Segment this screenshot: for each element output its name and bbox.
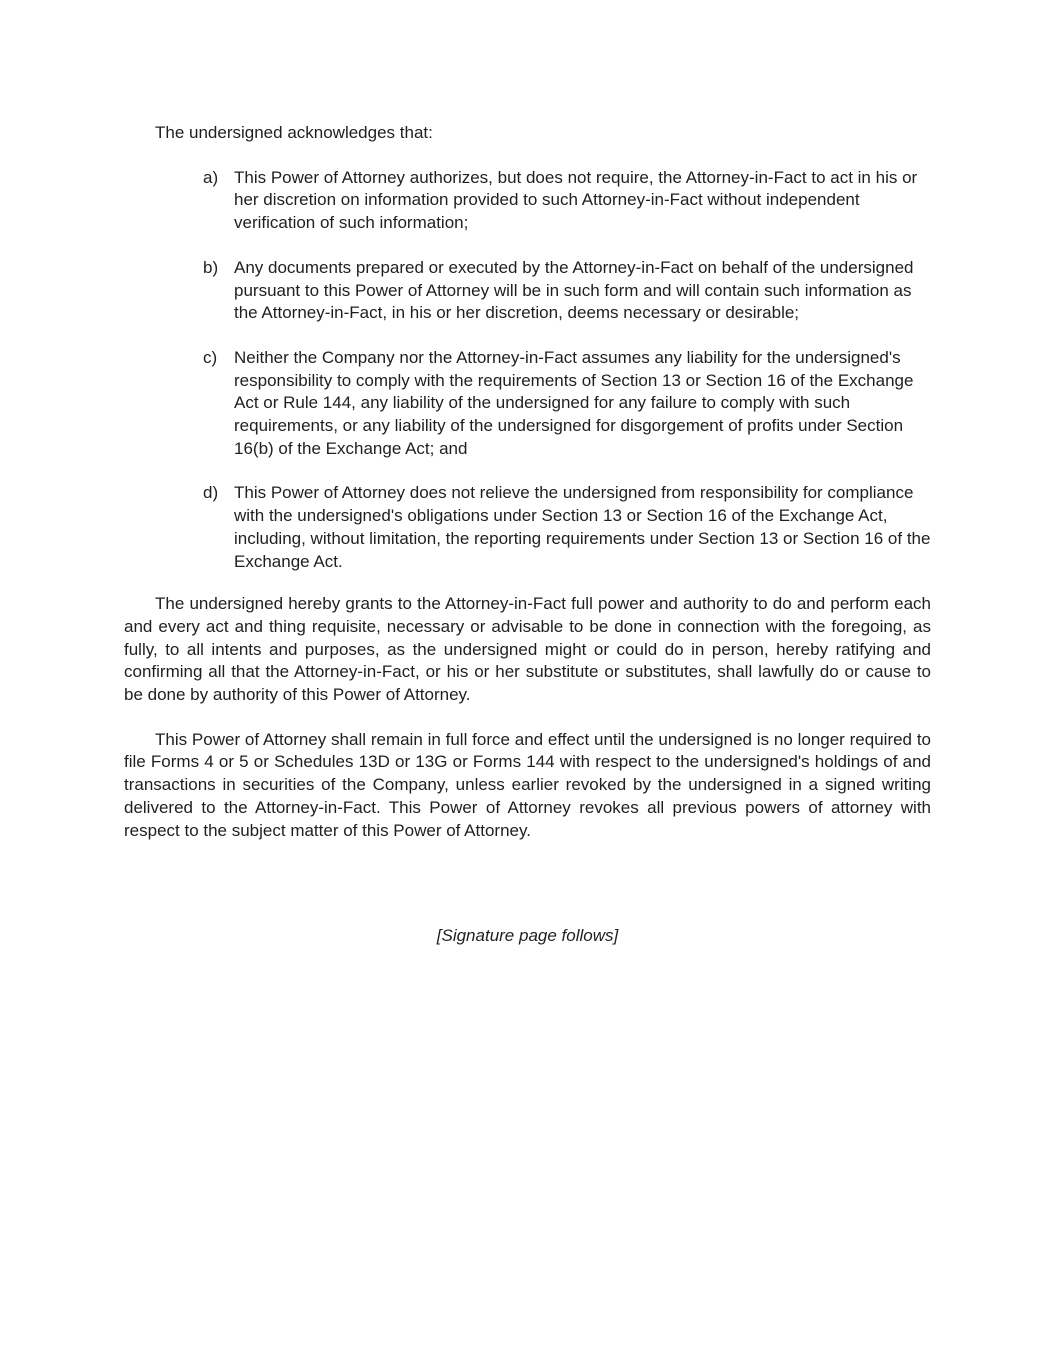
grant-paragraph: The undersigned hereby grants to the Attorney-in-Fact full power and authority to do and perform each and every act and thing requisite, necessary or advisable to be done in connection with the foregoing, as fully, to all intents and purposes, as the undersigned might or could do in person, hereby ratifying and confirming all that the Attorney-in-Fact, or his or her substitute or substitutes, shall lawfully do or cause to be done by authority of this Power of Attorney.	[124, 594, 931, 705]
list-item-text: Any documents prepared or executed by the Attorney-in-Fact on behalf of the undersigned pursuant to this Power of Attorney will be in such form and will contain such information as the Attorney-in-Fact, in his or her discretion, deems necessary or desirable;	[234, 257, 914, 323]
signature-note: [Signature page follows]	[436, 926, 619, 945]
list-marker: c)	[203, 347, 218, 367]
list-marker: a)	[203, 167, 219, 187]
intro-text: The undersigned acknowledges that:	[155, 123, 433, 142]
list-item	[124, 347, 931, 461]
list-marker: d)	[203, 483, 219, 503]
duration-paragraph: This Power of Attorney shall remain in full force and effect until the undersigned is no longer required to file Forms 4 or 5 or Schedules 13D or 13G or Forms 144 with respect to the undersigned's holdings of and transactions in securities of the Company, unless earlier revoked by the undersigned in a signed writing delivered to the Attorney-in-Fact. This Power of Attorney revokes all previous powers of attorney with respect to the subject matter of this Power of Attorney.	[124, 729, 931, 840]
list-item-text: This Power of Attorney authorizes, but does not require, the Attorney-in-Fact to act in his or her discretion on information provided to such Attorney-in-Fact without independent verification of such information;	[234, 167, 918, 233]
list-item-text: This Power of Attorney does not relieve the undersigned from responsibility for compliance with the undersigned's obligations under Section 13 or Section 16 of the Exchange Act, including, without limitation, the reporting requirements under Section 13 or Section 16 of the Exchange Act.	[234, 483, 931, 571]
list-item	[124, 257, 931, 325]
list-marker: b)	[203, 257, 219, 277]
document-page	[124, 122, 931, 864]
list-item	[124, 482, 931, 573]
list-item-text: Neither the Company nor the Attorney-in-Fact assumes any liability for the undersigned's responsibility to comply with the requirements of Section 13 or Section 16 of the Exchange Act or Rule 144, any liability of the undersigned for any failure to comply with such requirements, or any liability of the undersigned for disgorgement of profits under Section 16(b) of the Exchange Act; and	[234, 347, 914, 458]
list-item	[124, 167, 931, 235]
acknowledgement-list	[124, 167, 931, 574]
